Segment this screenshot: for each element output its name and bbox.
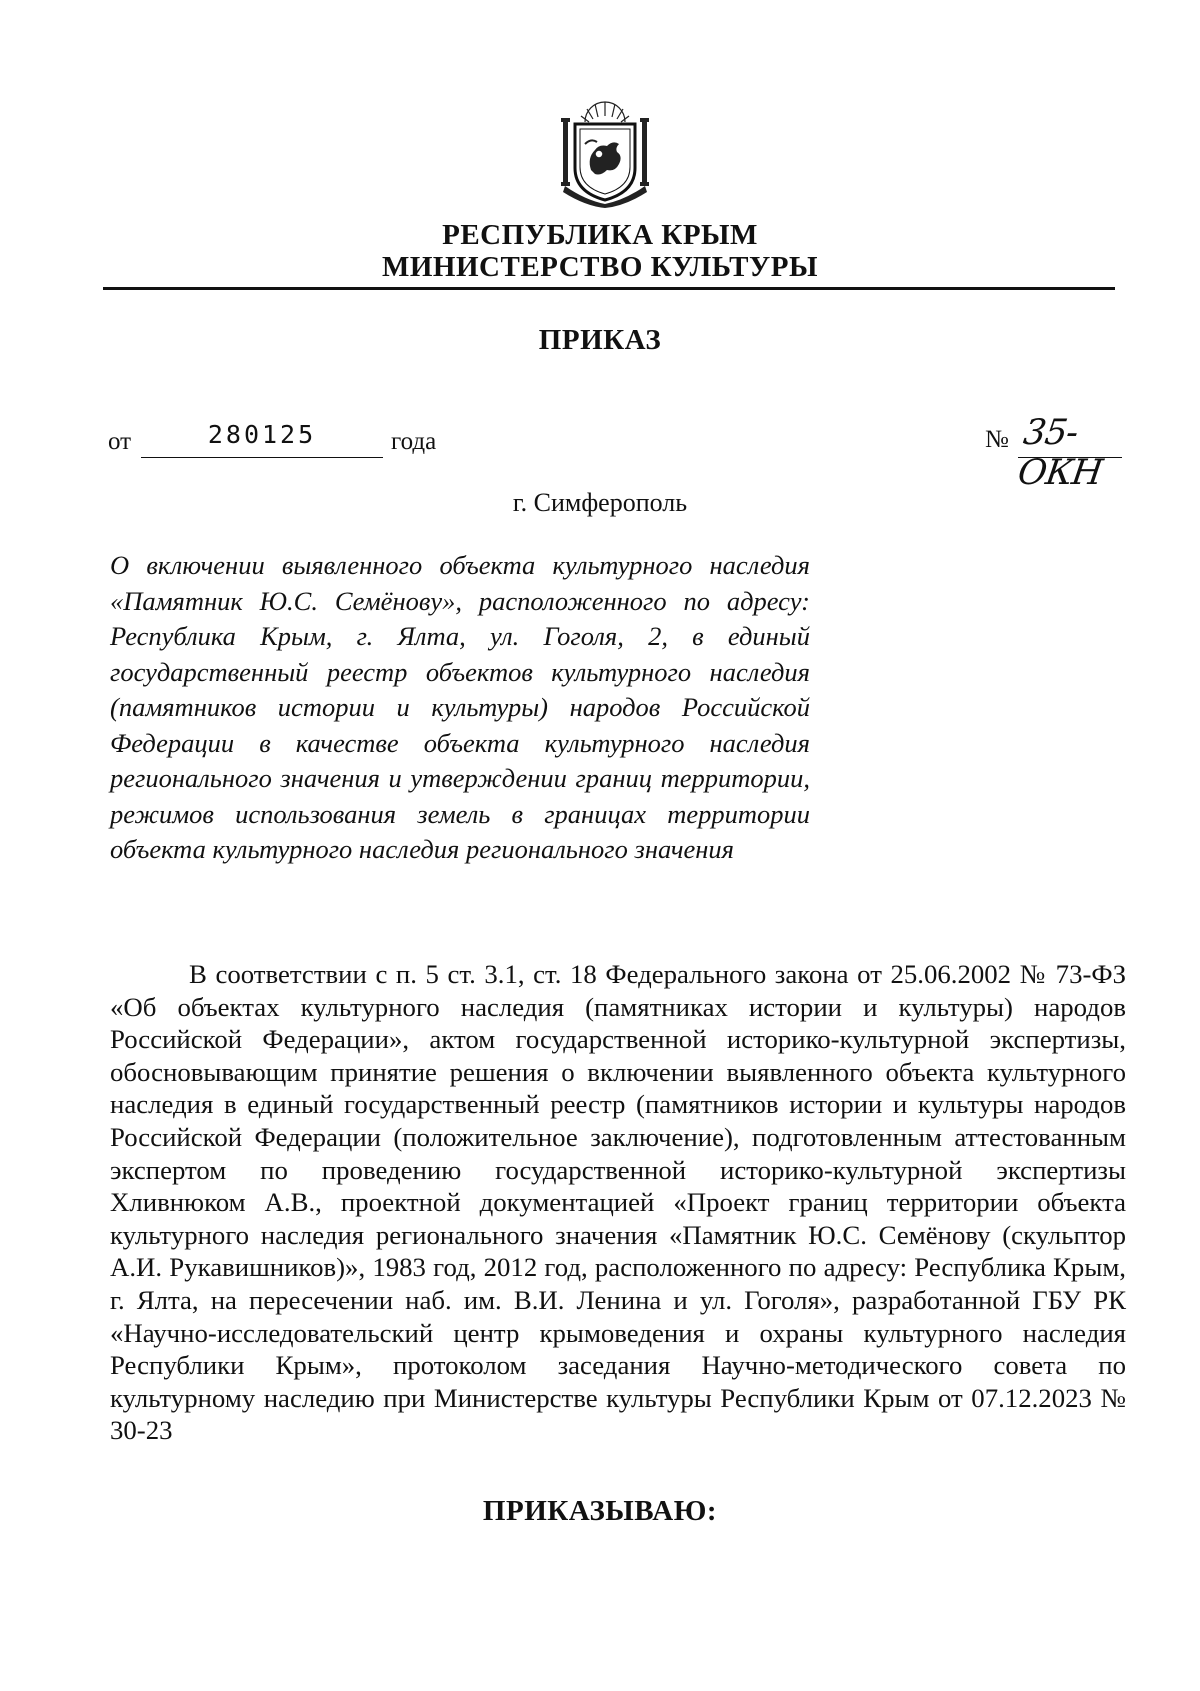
org-name-line1: РЕСПУБЛИКА КРЫМ (442, 219, 758, 251)
date-suffix: года (391, 428, 437, 455)
preamble-paragraph: В соответствии с п. 5 ст. 3.1, ст. 18 Федерального закона от 25.06.2002 № 73-ФЗ «Об объектах культурного наследия (памятниках истории и культуры) народов Российской Федерации», актом государственной историко-культурной экспертизы, обосновывающим принятие решения о включении выявленного объекта культурного наследия в единый государственный реестр (памятников истории и культуры народов Российской Федерации (положительное заключение), подготовленным аттестованным экспертом по проведению государственной историко-культурной экспертизы Хливнюком А.В., проектной документацией «Проект границ территории объекта культурного наследия регионального значения «Памятник Ю.С. Семёнову (скульптор А.И. Рукавишников)», 1983 год, 2012 год, расположенного по адресу: Республика Крым, г. Ялта, на пересечении наб. им. В.И. Ленина и ул. Гоголя», разработанной ГБУ РК «Научно-исследовательский центр крымоведения и охраны культурного наследия Республики Крым», протоколом заседания Научно-методического совета по культурному наследию при Министерстве культуры Республики Крым от 07.12.2023 № 30-23 (110, 959, 1126, 1446)
number-underline (1018, 457, 1122, 458)
crimea-coat-of-arms-icon (555, 100, 655, 208)
date-prefix: от (108, 428, 132, 455)
org-name-line2: МИНИСТЕРСТВО КУЛЬТУРЫ (382, 251, 818, 283)
order-subject: О включении выявленного объекта культурного наследия «Памятник Ю.С. Семёнову», расположенного по адресу: Республика Крым, г. Ялта, ул. Гоголя, 2, в единый государственный реестр объектов культурного наследия (памятников истории и культуры) народов Российской Федерации в качестве объекта культурного наследия регионального значения и утверждении границ территории, режимов использования земель в границах территории объекта культурного наследия регионального значения (110, 550, 810, 864)
number-sign: № (985, 426, 1009, 453)
number-row (985, 413, 1125, 493)
document-type: ПРИКАЗ (538, 324, 662, 356)
city: г. Симферополь (512, 488, 688, 517)
order-directive: ПРИКАЗЫВАЮ: (482, 1495, 718, 1527)
header-divider (103, 287, 1115, 290)
handwritten-number: 35-ОКН (1015, 413, 1105, 493)
date-row (108, 420, 437, 464)
date-value: 280125 (207, 420, 317, 449)
date-underline (141, 457, 383, 458)
